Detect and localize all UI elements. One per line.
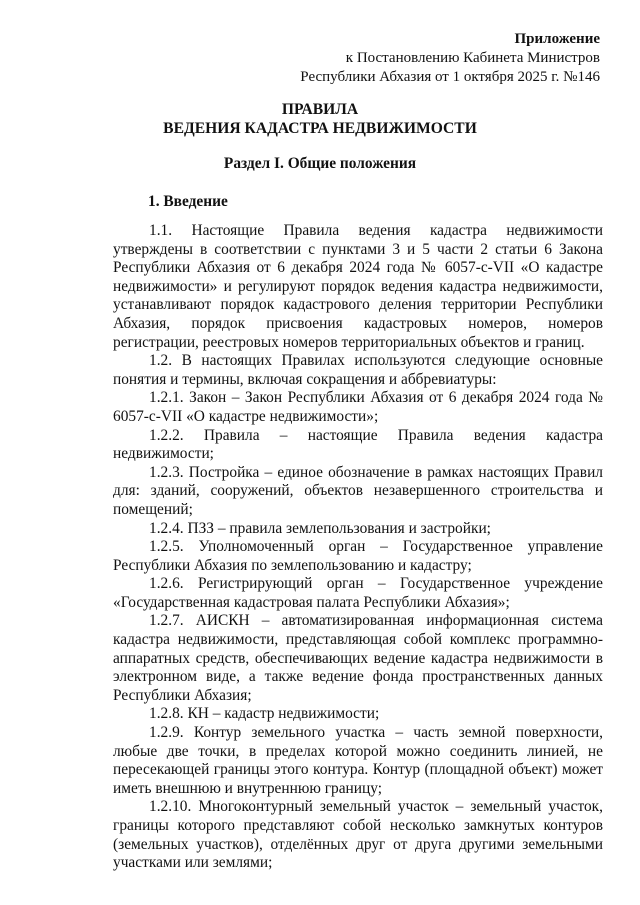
document-title-line-1: ПРАВИЛА: [281, 101, 359, 118]
paragraph-1-2-2: 1.2.2. Правила – настоящие Правила ведения кадастра недвижимости;: [113, 426, 603, 463]
paragraph-1-2-1: 1.2.1. Закон – Закон Республики Абхазия от 6 декабря 2024 года № 6057-с-VII «О кадастре недвижимости»;: [113, 389, 603, 425]
paragraph-1-2-9: 1.2.9. Контур земельного участка – часть земной поверхности, любые две точки, в пределах которой можно соединить линией, не пересекающей границы этого контура. Контур (площадной объект) может иметь внешнюю и внутреннюю границу;: [113, 724, 603, 797]
paragraph-1-2-10: 1.2.10. Многоконтурный земельный участок – земельный участок, границы которого представляют собой несколько замкнутых контуров (земельных участков), отделённых друг от друга другими земельными участками или землями;: [113, 798, 603, 872]
document-title-line-2: ВЕДЕНИЯ КАДАСТРА НЕДВИЖИМОСТИ: [163, 120, 477, 137]
paragraph-1-2-8: 1.2.8. КН – кадастр недвижимости;: [149, 705, 380, 723]
appendix-line-2: Республики Абхазия от 1 октября 2025 г. №146: [300, 69, 600, 85]
paragraph-1-2-4: 1.2.4. ПЗЗ – правила землепользования и застройки;: [149, 519, 491, 537]
section-heading: Раздел I. Общие положения: [223, 155, 417, 172]
paragraph-1-2-7: 1.2.7. АИСКН – автоматизированная информационная система кадастра недвижимости, представляющая собой комплекс программно-аппаратных средств, обеспечивающих ведение кадастра недвижимости в электронном виде, а также ведение фонда пространственных данных Республики Абхазия;: [113, 612, 603, 704]
paragraph-1-2-5: 1.2.5. Уполномоченный орган – Государственное управление Республики Абхазия по землепользованию и кадастру;: [113, 538, 603, 574]
paragraph-1-1: 1.1. Настоящие Правила ведения кадастра недвижимости утверждены в соответствии с пунктами 3 и 5 части 2 статьи 6 Закона Республики Абхазия от 6 декабря 2024 года № 6057-с-VII «О кадастре недвижимости» и регулируют порядок ведения кадастра недвижимости, устанавливают порядок кадастрового деления территории Республики Абхазия, порядок присвоения кадастровых номеров, номеров регистрации, реестровых номеров территориальных объектов и границ.: [113, 222, 603, 351]
document-body: [113, 222, 603, 873]
paragraph-1-2: 1.2. В настоящих Правилах используются следующие основные понятия и термины, включая сокращения и аббревиатуры:: [113, 352, 603, 388]
subsection-heading: 1. Введение: [148, 193, 228, 210]
appendix-block: [300, 30, 600, 87]
document-title: [0, 100, 640, 138]
paragraph-1-2-6: 1.2.6. Регистрирующий орган – Государственное учреждение «Государственная кадастровая палата Республики Абхазия»;: [113, 575, 603, 611]
appendix-line-1: к Постановлению Кабинета Министров: [345, 50, 600, 66]
paragraph-1-2-3: 1.2.3. Постройка – единое обозначение в рамках настоящих Правил для: зданий, сооружений, объектов незавершенного строительства и помещений;: [113, 463, 603, 518]
appendix-title: Приложение: [514, 31, 600, 47]
